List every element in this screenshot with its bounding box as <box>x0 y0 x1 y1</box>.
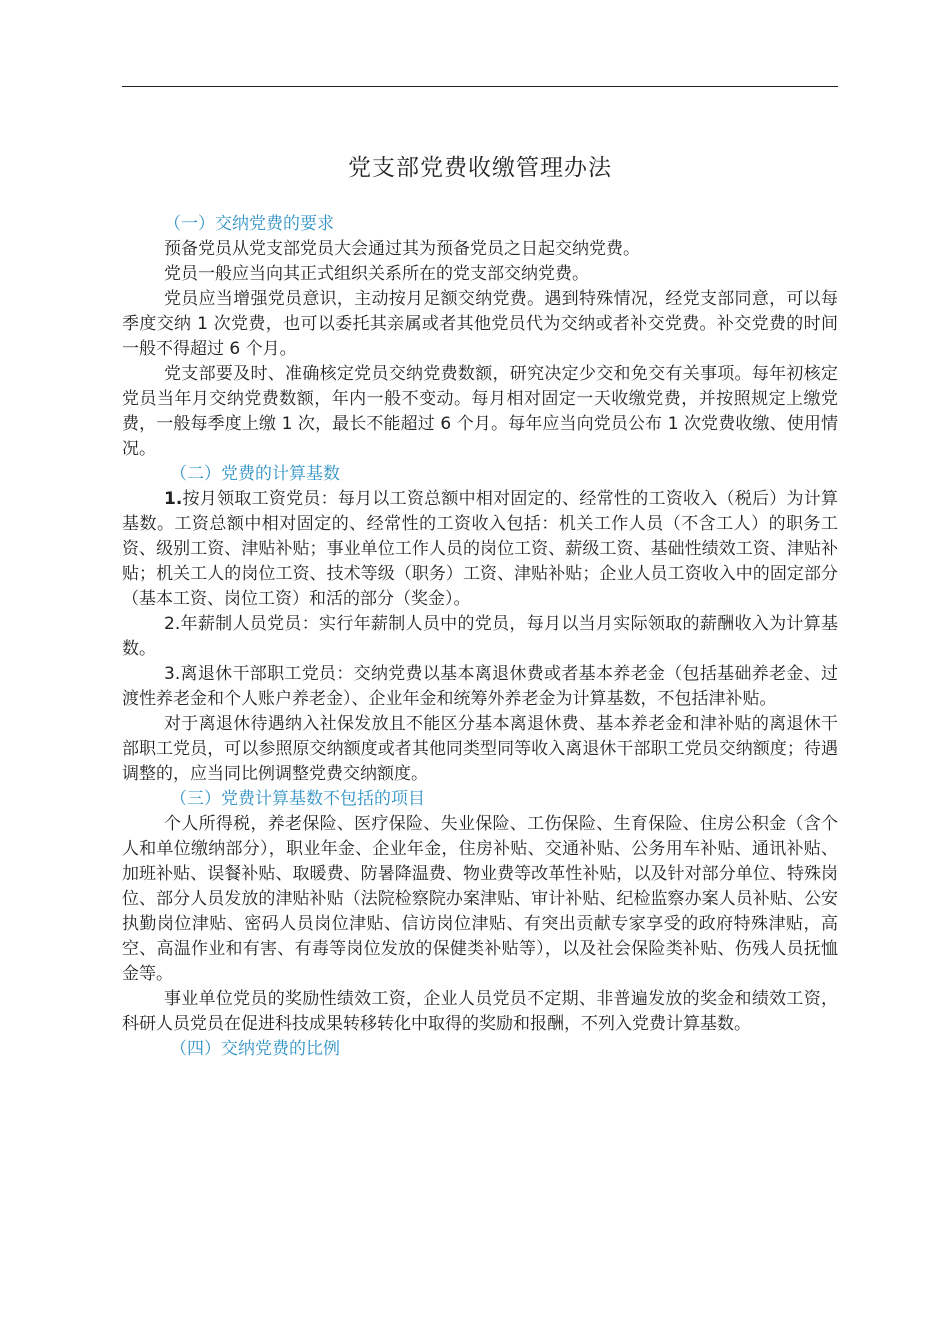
section-heading-2: （二）党费的计算基数 <box>170 464 340 484</box>
item-number: 1. <box>164 489 183 509</box>
paragraph: 对于离退休待遇纳入社保发放且不能区分基本离退休费、基本养老金和津补贴的离退休干部职工党员，可以参照原交纳额度或者其他同类型同等收入离退休干部职工党员交纳额度；待遇调整的，应当同比例调整党费交纳额度。 <box>122 714 838 784</box>
header-rule <box>122 86 838 87</box>
section-heading-1: （一）交纳党费的要求 <box>164 214 334 234</box>
item-text: 按月领取工资党员：每月以工资总额中相对固定的、经常性的工资收入（税后）为计算基数。工资总额中相对固定的、经常性的工资收入包括：机关工作人员（不含工人）的职务工资、级别工资、津贴补贴；事业单位工作人员的岗位工资、薪级工资、基础性绩效工资、津贴补贴；机关工人的岗位工资、技术等级（职务）工资、津贴补贴；企业人员工资收入中的固定部分（基本工资、岗位工资）和活的部分（奖金）。 <box>122 489 838 609</box>
paragraph: 党支部要及时、准确核定党员交纳党费数额，研究决定少交和免交有关事项。每年初核定党员当年月交纳党费数额，年内一般不变动。每月相对固定一天收缴党费，并按照规定上缴党费，一般每季度上缴 1 次，最长不能超过 6 个月。每年应当向党员公布 1 次党费收缴、使用情况。 <box>122 364 838 459</box>
paragraph: 党员一般应当向其正式组织关系所在的党支部交纳党费。 <box>164 264 589 284</box>
document-body <box>122 212 838 1062</box>
document-title: 党支部党费收缴管理办法 <box>348 155 612 181</box>
paragraph: 党员应当增强党员意识，主动按月足额交纳党费。遇到特殊情况，经党支部同意，可以每季度交纳 1 次党费，也可以委托其亲属或者其他党员代为交纳或者补交党费。补交党费的时间一般不得超过 6 个月。 <box>122 289 838 359</box>
paragraph: 2.年薪制人员党员：实行年薪制人员中的党员，每月以当月实际领取的薪酬收入为计算基数。 <box>122 614 838 659</box>
section-heading-4: （四）交纳党费的比例 <box>170 1039 340 1059</box>
paragraph: 3.离退休干部职工党员：交纳党费以基本离退休费或者基本养老金（包括基础养老金、过渡性养老金和个人账户养老金）、企业年金和统筹外养老金为计算基数，不包括津补贴。 <box>122 664 838 709</box>
section-heading-3: （三）党费计算基数不包括的项目 <box>170 789 425 809</box>
paragraph: 个人所得税，养老保险、医疗保险、失业保险、工伤保险、生育保险、住房公积金（含个人和单位缴纳部分），职业年金、企业年金，住房补贴、交通补贴、公务用车补贴、通讯补贴、加班补贴、误餐补贴、取暖费、防暑降温费、物业费等改革性补贴，以及针对部分单位、特殊岗位、部分人员发放的津贴补贴（法院检察院办案津贴、审计补贴、纪检监察办案人员补贴、公安执勤岗位津贴、密码人员岗位津贴、信访岗位津贴、有突出贡献专家享受的政府特殊津贴，高空、高温作业和有害、有毒等岗位发放的保健类补贴等），以及社会保险类补贴、伤残人员抚恤金等。 <box>122 814 838 984</box>
paragraph-item-1 <box>122 487 838 612</box>
paragraph: 预备党员从党支部党员大会通过其为预备党员之日起交纳党费。 <box>164 239 640 259</box>
paragraph: 事业单位党员的奖励性绩效工资，企业人员党员不定期、非普遍发放的奖金和绩效工资，科研人员党员在促进科技成果转移转化中取得的奖励和报酬，不列入党费计算基数。 <box>122 989 838 1034</box>
